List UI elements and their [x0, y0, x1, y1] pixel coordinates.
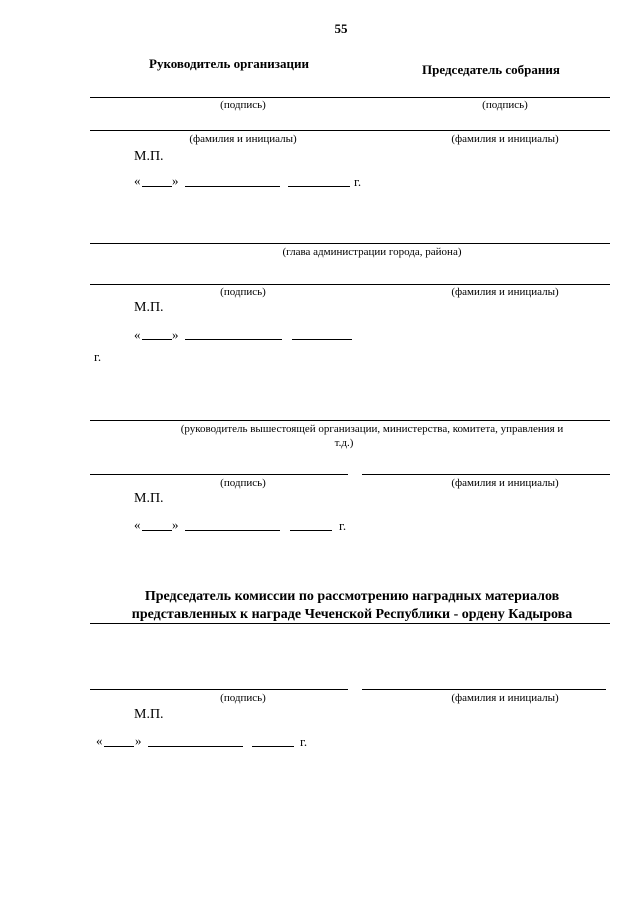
signature-line [90, 97, 610, 98]
month-blank [148, 746, 243, 747]
signature-caption-right: (подпись) [482, 99, 528, 111]
year-blank [290, 530, 332, 531]
superior-role-caption-1: (руководитель вышестоящей организации, министерства, комитета, управления и [180, 423, 564, 435]
signature-caption: (подпись) [220, 692, 266, 704]
page-number: 55 [334, 21, 348, 36]
year-suffix: г. [94, 349, 102, 364]
year-suffix: г. [339, 518, 347, 533]
date-close-quote: » [172, 173, 179, 188]
name-caption: (фамилия и инициалы) [451, 692, 559, 704]
meeting-chair-title: Председатель собрания [422, 62, 560, 77]
org-head-title: Руководитель организации [149, 56, 309, 71]
name-line [362, 689, 606, 690]
month-blank [185, 186, 280, 187]
name-line [90, 130, 610, 131]
name-caption: (фамилия и инициалы) [451, 477, 559, 489]
title-underline [90, 623, 610, 624]
signature-caption-left: (подпись) [220, 99, 266, 111]
name-line [362, 474, 610, 475]
day-blank [142, 339, 172, 340]
month-blank [185, 530, 280, 531]
date-close-quote: » [172, 517, 179, 532]
year-suffix: г. [354, 174, 362, 189]
commission-chair-title-2: представленных к награде Чеченской Республики - ордену Кадырова [131, 607, 573, 622]
name-caption-right: (фамилия и инициалы) [451, 133, 559, 145]
date-close-quote: » [172, 327, 179, 342]
date-open-quote: « [96, 733, 103, 748]
name-caption-left: (фамилия и инициалы) [189, 133, 297, 145]
stamp-place-label: М.П. [134, 149, 164, 164]
stamp-place-label: М.П. [134, 491, 164, 506]
day-blank [104, 746, 134, 747]
superior-official-line [90, 420, 610, 421]
signature-caption: (подпись) [220, 477, 266, 489]
day-blank [142, 186, 172, 187]
commission-chair-title-1: Председатель комиссии по рассмотрению наградных материалов [144, 589, 560, 604]
superior-role-caption-2: т.д.) [334, 437, 354, 449]
day-blank [142, 530, 172, 531]
month-blank [185, 339, 282, 340]
name-caption: (фамилия и инициалы) [451, 286, 559, 298]
year-blank [288, 186, 350, 187]
official-line [90, 243, 610, 244]
official-role-caption: (глава администрации города, района) [282, 246, 462, 258]
date-open-quote: « [134, 173, 141, 188]
year-blank [292, 339, 352, 340]
signature-line [90, 689, 348, 690]
stamp-place-label: М.П. [134, 300, 164, 315]
year-suffix: г. [300, 734, 308, 749]
stamp-place-label: М.П. [134, 707, 164, 722]
year-blank [252, 746, 294, 747]
signature-caption: (подпись) [220, 286, 266, 298]
date-open-quote: « [134, 327, 141, 342]
signature-name-line [90, 284, 610, 285]
date-open-quote: « [134, 517, 141, 532]
date-close-quote: » [135, 733, 142, 748]
signature-line [90, 474, 348, 475]
